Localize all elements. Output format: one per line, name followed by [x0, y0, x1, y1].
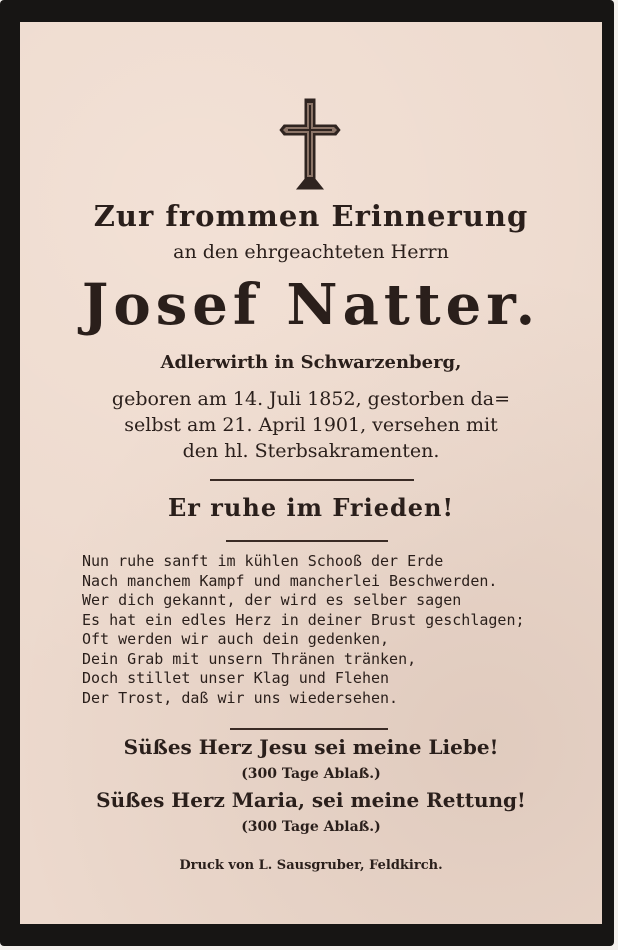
- indulgence-note: (300 Tage Ablaß.): [241, 766, 381, 782]
- prayer-jesus: Süßes Herz Jesu sei meine Liebe!: [123, 735, 499, 759]
- divider: [226, 540, 388, 542]
- peace-heading: Er ruhe im Frieden!: [167, 493, 454, 522]
- poem-line: Oft werden wir auch dein gedenken,: [82, 630, 390, 648]
- occupation-place: Adlerwirth in Schwarzenberg,: [160, 352, 462, 373]
- bio-line: geboren am 14. Juli 1852, gestorben da=: [111, 388, 511, 410]
- poem: [82, 552, 562, 708]
- poem-line: Doch stillet unser Klag und Flehen: [82, 669, 390, 687]
- title: Zur frommen Erinnerung: [93, 199, 529, 233]
- bio-line: den hl. Sterbsakramenten.: [182, 440, 440, 462]
- divider: [210, 479, 414, 481]
- poem-line: Der Trost, daß wir uns wiedersehen.: [82, 688, 399, 707]
- printer-imprint: Druck von L. Sausgruber, Feldkirch.: [179, 858, 443, 873]
- deceased-name: Josef Natter.: [81, 272, 541, 338]
- poem-line: Wer dich gekannt, der wird es selber sagen: [82, 591, 462, 609]
- indulgence-note: (300 Tage Ablaß.): [241, 819, 381, 835]
- poem-line: Nun ruhe sanft im kühlen Schooß der Erde: [82, 552, 444, 570]
- poem-line: Dein Grab mit unsern Thränen tränken,: [82, 649, 417, 668]
- divider: [230, 728, 388, 730]
- card-paper: [20, 22, 602, 924]
- poem-line: Es hat ein edles Herz in deiner Brust geschlagen;: [82, 610, 525, 629]
- prayer-maria: Süßes Herz Maria, sei meine Rettung!: [96, 788, 526, 812]
- poem-line: Nach manchem Kampf und mancherlei Beschwerden.: [82, 571, 498, 590]
- cross-icon: [278, 95, 342, 193]
- subtitle: an den ehrgeachteten Herrn: [173, 241, 449, 263]
- bio-line: selbst am 21. April 1901, versehen mit: [124, 414, 498, 436]
